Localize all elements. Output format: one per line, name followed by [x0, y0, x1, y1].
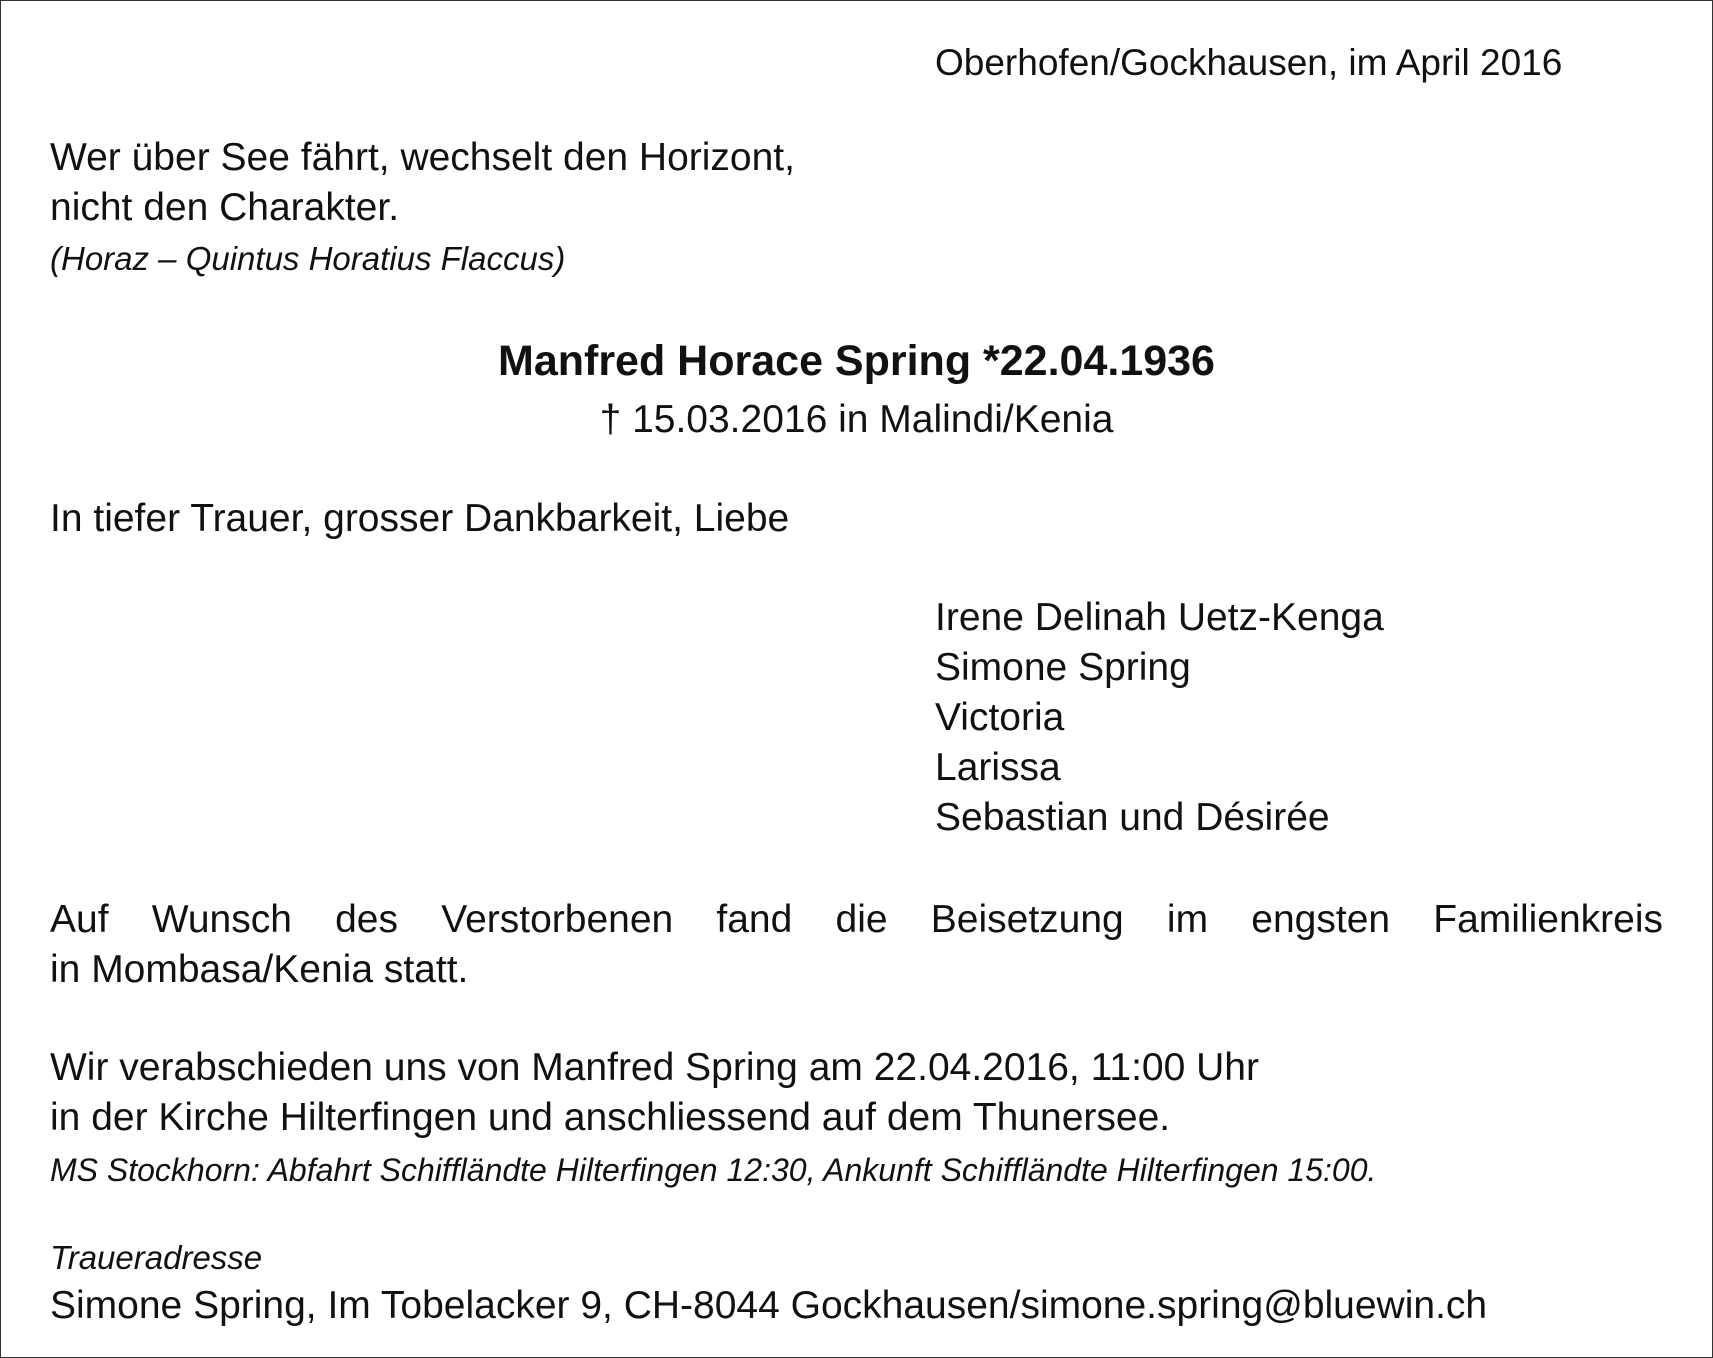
burial-line-1: Auf Wunsch des Verstorbenen fand die Beisetzung im engsten Familienkreis — [50, 898, 1663, 941]
burial-line-2: in Mombasa/Kenia statt. — [50, 948, 469, 991]
farewell-line-1: Wir verabschieden uns von Manfred Spring am 22.04.2016, 11:00 Uhr — [50, 1046, 1259, 1089]
farewell-paragraph — [50, 1043, 1259, 1143]
family-member: Sebastian und Désirée — [935, 796, 1330, 839]
death-date: † 15.03.2016 in Malindi/Kenia — [599, 398, 1114, 441]
family-member: Larissa — [935, 746, 1061, 789]
family-member: Irene Delinah Uetz-Kenga — [935, 596, 1384, 639]
farewell-line-2: in der Kirche Hilterfingen und anschliessend auf dem Thunersee. — [50, 1096, 1171, 1139]
family-member: Victoria — [935, 696, 1065, 739]
quote-line-2: nicht den Charakter. — [50, 186, 400, 229]
mourning-line: In tiefer Trauer, grosser Dankbarkeit, Liebe — [50, 497, 790, 540]
family-list — [935, 593, 1384, 843]
family-member: Simone Spring — [935, 646, 1191, 689]
address-text: Simone Spring, Im Tobelacker 9, CH-8044 Gockhausen/simone.spring@bluewin.ch — [50, 1284, 1488, 1327]
quote-line-1: Wer über See fährt, wechselt den Horizont, — [50, 136, 795, 179]
deceased-block — [0, 334, 1713, 446]
ship-schedule: MS Stockhorn: Abfahrt Schiffländte Hilterfingen 12:30, Ankunft Schiffländte Hilterfingen 15:00. — [50, 1152, 1377, 1188]
burial-paragraph — [50, 895, 1663, 995]
place-date: Oberhofen/Gockhausen, im April 2016 — [935, 42, 1563, 83]
quote-source: (Horaz – Quintus Horatius Flaccus) — [50, 240, 566, 277]
quote — [50, 133, 795, 233]
address-label: Traueradresse — [50, 1239, 263, 1276]
deceased-name: Manfred Horace Spring *22.04.1936 — [498, 337, 1215, 385]
